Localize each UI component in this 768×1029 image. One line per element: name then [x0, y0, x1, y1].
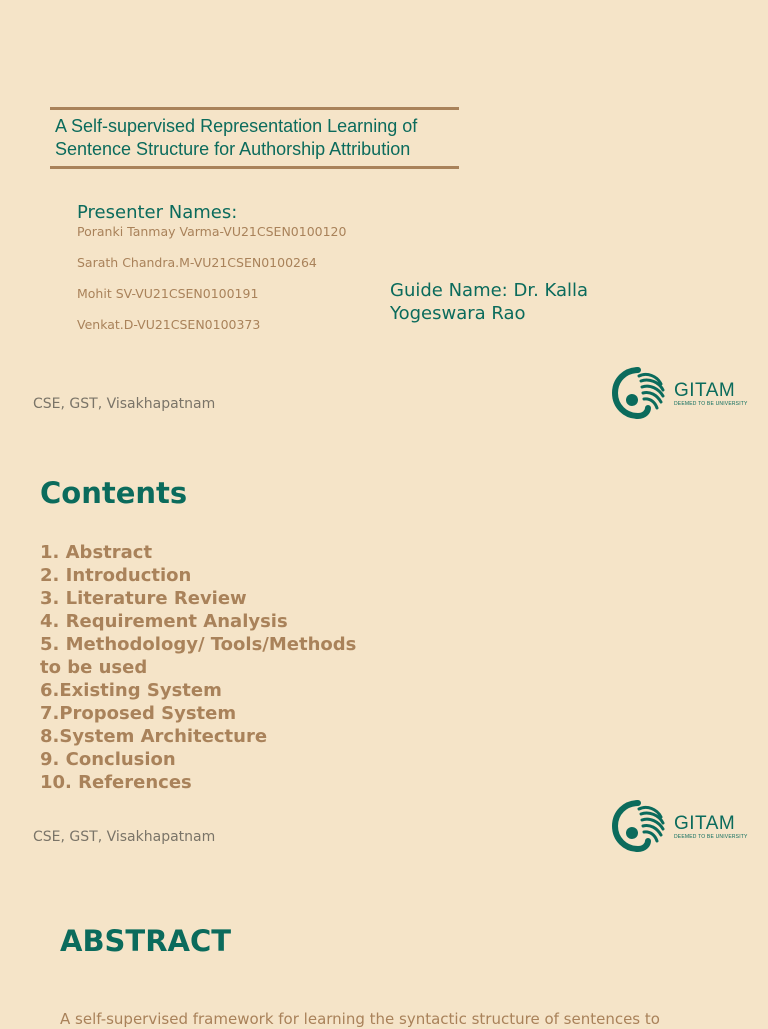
guide-name: Guide Name: Dr. Kalla Yogeswara Rao: [390, 280, 589, 324]
gitam-logo: [607, 795, 747, 855]
presentation-title: A Self-supervised Representation Learning of Sentence Structure for Authorship Attribution: [55, 116, 418, 159]
presenter-item: Poranki Tanmay Varma-VU21CSEN0100120: [77, 224, 347, 239]
contents-item: 9. Conclusion: [40, 749, 176, 770]
presenter-item: Sarath Chandra.M-VU21CSEN0100264: [77, 255, 317, 270]
abstract-text: A self-supervised framework for learning the syntactic structure of sentences to: [60, 1010, 660, 1028]
presenter-item: Mohit SV-VU21CSEN0100191: [77, 286, 259, 301]
contents-item: 4. Requirement Analysis: [40, 611, 288, 632]
presenter-item: Venkat.D-VU21CSEN0100373: [77, 317, 261, 332]
contents-item: 6.Existing System: [40, 680, 222, 701]
gitam-logo: [607, 362, 747, 422]
contents-item: 2. Introduction: [40, 565, 192, 586]
contents-item: 5. Methodology/ Tools/Methods to be used: [40, 634, 357, 678]
contents-heading: Contents: [40, 476, 188, 510]
logo-wordmark: GITAM: [674, 813, 736, 834]
gitam-emblem-icon: [607, 362, 669, 424]
logo-wordmark: GITAM: [674, 380, 736, 401]
gitam-emblem-icon: [607, 795, 669, 857]
logo-tagline: DEEMED TO BE UNIVERSITY: [674, 401, 748, 407]
title-box: [50, 107, 459, 169]
contents-list: [40, 541, 360, 794]
contents-item: 8.System Architecture: [40, 726, 268, 747]
abstract-heading: ABSTRACT: [60, 924, 232, 958]
contents-item: 3. Literature Review: [40, 588, 247, 609]
slide-footer: CSE, GST, Visakhapatnam: [33, 829, 216, 845]
slide-footer: CSE, GST, Visakhapatnam: [33, 396, 216, 412]
logo-tagline: DEEMED TO BE UNIVERSITY: [674, 834, 748, 840]
contents-item: 1. Abstract: [40, 542, 153, 563]
presenter-list: [77, 224, 346, 348]
contents-item: 7.Proposed System: [40, 703, 237, 724]
presenter-heading: Presenter Names:: [77, 202, 238, 223]
contents-item: 10. References: [40, 772, 192, 793]
